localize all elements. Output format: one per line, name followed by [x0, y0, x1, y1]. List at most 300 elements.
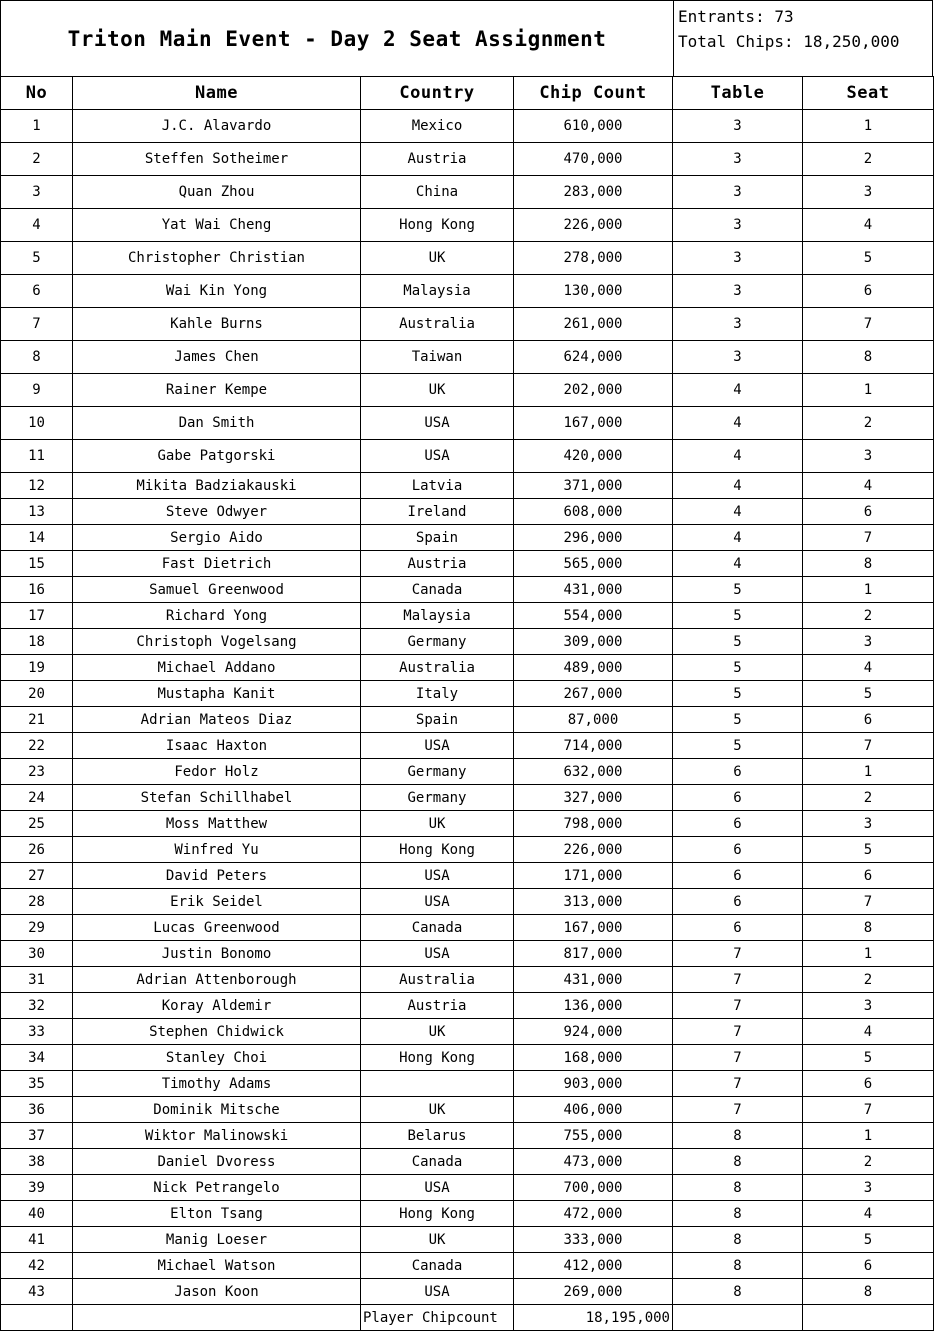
cell-no: 35 — [1, 1071, 73, 1097]
table-row — [1, 1045, 934, 1071]
cell-country: USA — [361, 1175, 514, 1201]
col-header-chip-count: Chip Count — [514, 77, 673, 110]
cell-no: 33 — [1, 1019, 73, 1045]
cell-seat: 1 — [803, 374, 934, 407]
cell-chip-count: 473,000 — [514, 1149, 673, 1175]
cell-no: 20 — [1, 681, 73, 707]
table-row — [1, 1123, 934, 1149]
table-row — [1, 733, 934, 759]
cell-no: 5 — [1, 242, 73, 275]
summary-row — [1, 1305, 934, 1331]
table-row — [1, 1253, 934, 1279]
cell-no: 36 — [1, 1097, 73, 1123]
cell-name: Manig Loeser — [73, 1227, 361, 1253]
cell-chip-count: 327,000 — [514, 785, 673, 811]
cell-seat: 4 — [803, 1201, 934, 1227]
table-row — [1, 941, 934, 967]
cell-name: Justin Bonomo — [73, 941, 361, 967]
cell-seat: 3 — [803, 176, 934, 209]
total-chips-label: Total Chips: — [678, 32, 794, 51]
cell-table: 4 — [673, 473, 803, 499]
cell-no: 24 — [1, 785, 73, 811]
cell-country: Belarus — [361, 1123, 514, 1149]
cell-chip-count: 700,000 — [514, 1175, 673, 1201]
cell-name: Moss Matthew — [73, 811, 361, 837]
cell-country: USA — [361, 733, 514, 759]
cell-no: 8 — [1, 341, 73, 374]
event-info — [673, 1, 933, 77]
cell-table: 6 — [673, 889, 803, 915]
cell-seat: 3 — [803, 440, 934, 473]
table-row — [1, 275, 934, 308]
cell-name: Michael Addano — [73, 655, 361, 681]
cell-no: 23 — [1, 759, 73, 785]
cell-seat: 2 — [803, 603, 934, 629]
cell-name: J.C. Alavardo — [73, 110, 361, 143]
table-row — [1, 374, 934, 407]
cell-no: 1 — [1, 110, 73, 143]
cell-country: Hong Kong — [361, 1201, 514, 1227]
cell-table: 7 — [673, 1019, 803, 1045]
cell-country: Austria — [361, 993, 514, 1019]
cell-chip-count: 136,000 — [514, 993, 673, 1019]
cell-country: Australia — [361, 967, 514, 993]
cell-table: 5 — [673, 707, 803, 733]
cell-table: 6 — [673, 915, 803, 941]
cell-country: Malaysia — [361, 603, 514, 629]
table-row — [1, 889, 934, 915]
cell-country: UK — [361, 1227, 514, 1253]
cell-country: UK — [361, 1097, 514, 1123]
cell-table: 3 — [673, 275, 803, 308]
cell-chip-count: 167,000 — [514, 915, 673, 941]
cell-seat: 7 — [803, 1097, 934, 1123]
cell-seat: 2 — [803, 785, 934, 811]
cell-chip-count: 755,000 — [514, 1123, 673, 1149]
cell-chip-count: 817,000 — [514, 941, 673, 967]
cell-name: Daniel Dvoress — [73, 1149, 361, 1175]
cell-name: Nick Petrangelo — [73, 1175, 361, 1201]
cell-country: Canada — [361, 1149, 514, 1175]
cell-no: 10 — [1, 407, 73, 440]
cell-table: 6 — [673, 759, 803, 785]
table-row — [1, 811, 934, 837]
cell-seat: 4 — [803, 209, 934, 242]
cell-name: Adrian Mateos Diaz — [73, 707, 361, 733]
cell-seat: 4 — [803, 655, 934, 681]
cell-chip-count: 202,000 — [514, 374, 673, 407]
cell-seat: 1 — [803, 941, 934, 967]
cell-table: 5 — [673, 733, 803, 759]
cell-seat: 1 — [803, 110, 934, 143]
cell-no: 14 — [1, 525, 73, 551]
cell-no: 3 — [1, 176, 73, 209]
cell-country: Germany — [361, 629, 514, 655]
cell-seat: 8 — [803, 915, 934, 941]
cell-country: USA — [361, 863, 514, 889]
cell-table: 8 — [673, 1175, 803, 1201]
cell-name: David Peters — [73, 863, 361, 889]
cell-name: Christopher Christian — [73, 242, 361, 275]
cell-country: Ireland — [361, 499, 514, 525]
cell-name: Elton Tsang — [73, 1201, 361, 1227]
table-row — [1, 110, 934, 143]
cell-name: Gabe Patgorski — [73, 440, 361, 473]
cell-table: 3 — [673, 176, 803, 209]
cell-no: 22 — [1, 733, 73, 759]
summary-empty-cell — [673, 1305, 803, 1331]
cell-name: Steffen Sotheimer — [73, 143, 361, 176]
cell-table: 4 — [673, 440, 803, 473]
cell-table: 8 — [673, 1253, 803, 1279]
cell-no: 18 — [1, 629, 73, 655]
table-row — [1, 785, 934, 811]
cell-no: 25 — [1, 811, 73, 837]
cell-country: Taiwan — [361, 341, 514, 374]
cell-table: 4 — [673, 551, 803, 577]
cell-table: 8 — [673, 1201, 803, 1227]
cell-name: Wai Kin Yong — [73, 275, 361, 308]
cell-seat: 5 — [803, 242, 934, 275]
cell-no: 15 — [1, 551, 73, 577]
cell-country: Italy — [361, 681, 514, 707]
cell-chip-count: 171,000 — [514, 863, 673, 889]
cell-no: 17 — [1, 603, 73, 629]
cell-name: Michael Watson — [73, 1253, 361, 1279]
table-row — [1, 967, 934, 993]
table-row — [1, 1071, 934, 1097]
table-row — [1, 707, 934, 733]
cell-name: Samuel Greenwood — [73, 577, 361, 603]
cell-name: Fedor Holz — [73, 759, 361, 785]
summary-label: Player Chipcount — [361, 1305, 514, 1331]
cell-no: 32 — [1, 993, 73, 1019]
cell-seat: 8 — [803, 341, 934, 374]
cell-country: Germany — [361, 785, 514, 811]
cell-country: Austria — [361, 143, 514, 176]
cell-table: 6 — [673, 811, 803, 837]
cell-chip-count: 431,000 — [514, 577, 673, 603]
cell-country — [361, 1071, 514, 1097]
summary-empty-cell — [803, 1305, 934, 1331]
cell-no: 34 — [1, 1045, 73, 1071]
table-row — [1, 499, 934, 525]
cell-seat: 3 — [803, 993, 934, 1019]
cell-name: Isaac Haxton — [73, 733, 361, 759]
cell-name: Jason Koon — [73, 1279, 361, 1305]
cell-seat: 3 — [803, 811, 934, 837]
cell-chip-count: 431,000 — [514, 967, 673, 993]
table-row — [1, 1227, 934, 1253]
table-row — [1, 993, 934, 1019]
cell-no: 43 — [1, 1279, 73, 1305]
table-row — [1, 629, 934, 655]
total-chips-value: 18,250,000 — [803, 32, 900, 51]
cell-country: Germany — [361, 759, 514, 785]
cell-country: Canada — [361, 577, 514, 603]
cell-chip-count: 313,000 — [514, 889, 673, 915]
cell-seat: 3 — [803, 1175, 934, 1201]
cell-seat: 3 — [803, 629, 934, 655]
cell-chip-count: 226,000 — [514, 837, 673, 863]
cell-no: 21 — [1, 707, 73, 733]
table-row — [1, 1149, 934, 1175]
cell-chip-count: 283,000 — [514, 176, 673, 209]
cell-name: Mikita Badziakauski — [73, 473, 361, 499]
cell-seat: 6 — [803, 863, 934, 889]
table-row — [1, 681, 934, 707]
entrants-value: 73 — [774, 7, 794, 26]
table-row — [1, 1279, 934, 1305]
cell-chip-count: 87,000 — [514, 707, 673, 733]
table-row — [1, 1175, 934, 1201]
cell-name: Mustapha Kanit — [73, 681, 361, 707]
cell-chip-count: 168,000 — [514, 1045, 673, 1071]
header-row — [1, 77, 934, 110]
cell-table: 7 — [673, 1071, 803, 1097]
cell-country: USA — [361, 941, 514, 967]
cell-name: Timothy Adams — [73, 1071, 361, 1097]
table-row — [1, 1097, 934, 1123]
cell-country: Malaysia — [361, 275, 514, 308]
cell-seat: 6 — [803, 499, 934, 525]
cell-chip-count: 624,000 — [514, 341, 673, 374]
cell-no: 9 — [1, 374, 73, 407]
cell-table: 4 — [673, 525, 803, 551]
cell-country: Canada — [361, 915, 514, 941]
cell-table: 3 — [673, 242, 803, 275]
cell-chip-count: 608,000 — [514, 499, 673, 525]
col-header-no: No — [1, 77, 73, 110]
cell-chip-count: 903,000 — [514, 1071, 673, 1097]
cell-name: Adrian Attenborough — [73, 967, 361, 993]
cell-name: Kahle Burns — [73, 308, 361, 341]
cell-no: 37 — [1, 1123, 73, 1149]
table-row — [1, 209, 934, 242]
cell-no: 26 — [1, 837, 73, 863]
cell-no: 39 — [1, 1175, 73, 1201]
table-row — [1, 863, 934, 889]
cell-seat: 2 — [803, 967, 934, 993]
cell-country: Latvia — [361, 473, 514, 499]
cell-no: 38 — [1, 1149, 73, 1175]
cell-table: 8 — [673, 1123, 803, 1149]
sheet-header — [0, 0, 933, 76]
cell-chip-count: 309,000 — [514, 629, 673, 655]
cell-chip-count: 489,000 — [514, 655, 673, 681]
cell-seat: 4 — [803, 1019, 934, 1045]
cell-table: 6 — [673, 837, 803, 863]
cell-country: UK — [361, 374, 514, 407]
cell-table: 7 — [673, 993, 803, 1019]
cell-chip-count: 554,000 — [514, 603, 673, 629]
cell-chip-count: 420,000 — [514, 440, 673, 473]
cell-chip-count: 267,000 — [514, 681, 673, 707]
cell-name: Quan Zhou — [73, 176, 361, 209]
table-row — [1, 308, 934, 341]
cell-seat: 6 — [803, 275, 934, 308]
cell-table: 8 — [673, 1227, 803, 1253]
cell-no: 28 — [1, 889, 73, 915]
cell-table: 8 — [673, 1279, 803, 1305]
cell-chip-count: 167,000 — [514, 407, 673, 440]
cell-table: 3 — [673, 110, 803, 143]
cell-country: UK — [361, 1019, 514, 1045]
cell-country: Spain — [361, 707, 514, 733]
cell-seat: 1 — [803, 759, 934, 785]
cell-country: UK — [361, 242, 514, 275]
table-row — [1, 915, 934, 941]
col-header-name: Name — [73, 77, 361, 110]
cell-name: Dominik Mitsche — [73, 1097, 361, 1123]
cell-table: 6 — [673, 785, 803, 811]
cell-seat: 5 — [803, 837, 934, 863]
cell-country: USA — [361, 407, 514, 440]
cell-seat: 1 — [803, 577, 934, 603]
cell-seat: 1 — [803, 1123, 934, 1149]
total-chips-line — [678, 29, 933, 54]
cell-seat: 7 — [803, 733, 934, 759]
cell-seat: 2 — [803, 143, 934, 176]
entrants-label: Entrants: — [678, 7, 765, 26]
table-row — [1, 242, 934, 275]
col-header-seat: Seat — [803, 77, 934, 110]
cell-table: 3 — [673, 209, 803, 242]
cell-name: Stefan Schillhabel — [73, 785, 361, 811]
cell-chip-count: 412,000 — [514, 1253, 673, 1279]
cell-table: 5 — [673, 577, 803, 603]
cell-table: 3 — [673, 143, 803, 176]
col-header-table: Table — [673, 77, 803, 110]
cell-name: Yat Wai Cheng — [73, 209, 361, 242]
table-row — [1, 759, 934, 785]
summary-empty-cell — [73, 1305, 361, 1331]
cell-country: China — [361, 176, 514, 209]
entrants-line — [678, 4, 933, 29]
table-row — [1, 577, 934, 603]
cell-country: Spain — [361, 525, 514, 551]
cell-table: 4 — [673, 374, 803, 407]
cell-name: Lucas Greenwood — [73, 915, 361, 941]
cell-seat: 6 — [803, 707, 934, 733]
table-row — [1, 603, 934, 629]
cell-country: Hong Kong — [361, 209, 514, 242]
table-row — [1, 837, 934, 863]
cell-chip-count: 565,000 — [514, 551, 673, 577]
cell-table: 4 — [673, 499, 803, 525]
cell-seat: 4 — [803, 473, 934, 499]
cell-table: 3 — [673, 341, 803, 374]
cell-table: 7 — [673, 941, 803, 967]
cell-table: 7 — [673, 1045, 803, 1071]
cell-country: USA — [361, 440, 514, 473]
cell-table: 7 — [673, 1097, 803, 1123]
cell-name: Fast Dietrich — [73, 551, 361, 577]
cell-name: Wiktor Malinowski — [73, 1123, 361, 1149]
cell-country: Hong Kong — [361, 837, 514, 863]
cell-table: 8 — [673, 1149, 803, 1175]
seat-assignment-table — [0, 76, 934, 1331]
table-row — [1, 176, 934, 209]
cell-chip-count: 296,000 — [514, 525, 673, 551]
table-row — [1, 473, 934, 499]
cell-country: USA — [361, 1279, 514, 1305]
cell-seat: 6 — [803, 1071, 934, 1097]
cell-no: 42 — [1, 1253, 73, 1279]
cell-country: UK — [361, 811, 514, 837]
cell-seat: 5 — [803, 1227, 934, 1253]
cell-no: 30 — [1, 941, 73, 967]
cell-chip-count: 610,000 — [514, 110, 673, 143]
cell-chip-count: 472,000 — [514, 1201, 673, 1227]
cell-no: 40 — [1, 1201, 73, 1227]
cell-name: Koray Aldemir — [73, 993, 361, 1019]
sheet-title: Triton Main Event - Day 2 Seat Assignment — [67, 27, 607, 51]
cell-chip-count: 924,000 — [514, 1019, 673, 1045]
cell-table: 7 — [673, 967, 803, 993]
cell-chip-count: 226,000 — [514, 209, 673, 242]
table-row — [1, 1201, 934, 1227]
cell-chip-count: 798,000 — [514, 811, 673, 837]
cell-no: 31 — [1, 967, 73, 993]
cell-name: James Chen — [73, 341, 361, 374]
table-row — [1, 551, 934, 577]
table-row — [1, 1019, 934, 1045]
col-header-country: Country — [361, 77, 514, 110]
cell-seat: 6 — [803, 1253, 934, 1279]
table-row — [1, 407, 934, 440]
cell-chip-count: 632,000 — [514, 759, 673, 785]
cell-country: USA — [361, 889, 514, 915]
cell-country: Mexico — [361, 110, 514, 143]
cell-seat: 7 — [803, 889, 934, 915]
cell-no: 41 — [1, 1227, 73, 1253]
cell-chip-count: 406,000 — [514, 1097, 673, 1123]
cell-name: Dan Smith — [73, 407, 361, 440]
cell-name: Christoph Vogelsang — [73, 629, 361, 655]
cell-name: Richard Yong — [73, 603, 361, 629]
cell-name: Stanley Choi — [73, 1045, 361, 1071]
cell-no: 27 — [1, 863, 73, 889]
cell-seat: 8 — [803, 551, 934, 577]
table-row — [1, 525, 934, 551]
cell-chip-count: 371,000 — [514, 473, 673, 499]
cell-no: 11 — [1, 440, 73, 473]
cell-seat: 2 — [803, 1149, 934, 1175]
cell-country: Hong Kong — [361, 1045, 514, 1071]
cell-chip-count: 269,000 — [514, 1279, 673, 1305]
cell-no: 29 — [1, 915, 73, 941]
cell-country: Australia — [361, 655, 514, 681]
cell-no: 2 — [1, 143, 73, 176]
cell-no: 12 — [1, 473, 73, 499]
cell-no: 13 — [1, 499, 73, 525]
cell-table: 5 — [673, 655, 803, 681]
cell-seat: 2 — [803, 407, 934, 440]
cell-table: 5 — [673, 603, 803, 629]
cell-seat: 7 — [803, 308, 934, 341]
cell-chip-count: 333,000 — [514, 1227, 673, 1253]
cell-name: Winfred Yu — [73, 837, 361, 863]
cell-seat: 7 — [803, 525, 934, 551]
cell-seat: 8 — [803, 1279, 934, 1305]
cell-no: 4 — [1, 209, 73, 242]
cell-name: Steve Odwyer — [73, 499, 361, 525]
cell-chip-count: 278,000 — [514, 242, 673, 275]
table-row — [1, 341, 934, 374]
cell-name: Stephen Chidwick — [73, 1019, 361, 1045]
cell-chip-count: 470,000 — [514, 143, 673, 176]
